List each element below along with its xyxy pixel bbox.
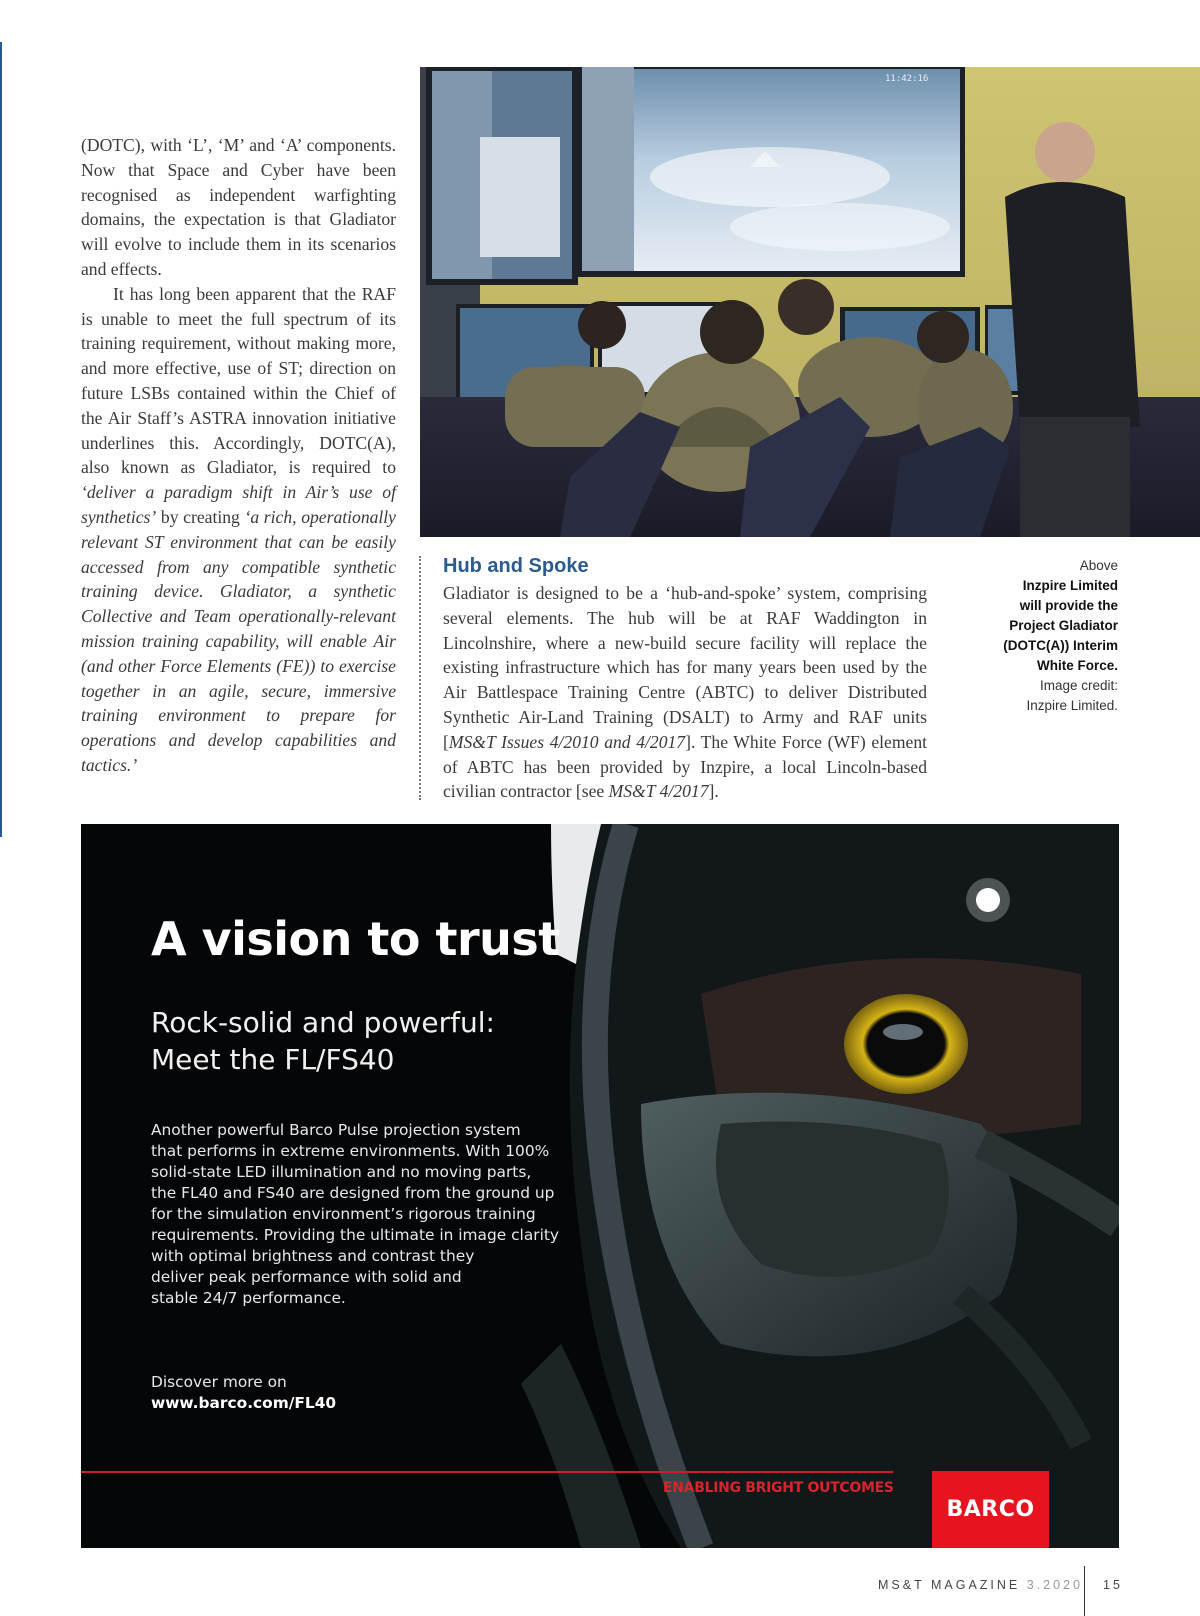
caption-line: Inzpire Limited <box>1022 578 1118 593</box>
ad-body-copy <box>151 1120 581 1309</box>
ad-subheadline <box>151 1004 571 1078</box>
footer-magazine-title: MS&T MAGAZINE <box>878 1578 1021 1592</box>
ad-body-line: deliver peak performance with solid and <box>151 1268 462 1286</box>
ad-headline: A vision to trust <box>151 912 560 966</box>
photo-caption <box>968 556 1118 716</box>
screen-time-readout: 11:42:16 <box>885 74 929 84</box>
left-paragraph-2-text: It has long been apparent that the RAF is unable to meet the full spectrum of its training requirement, without making more, and more effective, use of ST; direction on future LSBs contained within the Chief of the Air Staff’s ASTRA innovation initiative underlines this. Accordingly, DOTC(A), also known as Gladiator, is required to <box>81 283 396 478</box>
footer-divider <box>1084 1566 1085 1616</box>
ad-body-line: that performs in extreme environments. With 100% <box>151 1142 550 1160</box>
training-centre-illustration <box>420 67 1200 537</box>
caption-credit: Image credit: <box>1039 678 1118 693</box>
training-centre-photo <box>420 67 1200 537</box>
ad-body-line: Another powerful Barco Pulse projection system <box>151 1121 521 1139</box>
footer-magazine <box>878 1578 1083 1592</box>
footer-issue: 3.2020 <box>1026 1578 1083 1592</box>
ad-body-line: the FL40 and FS40 are designed from the ground up <box>151 1184 555 1202</box>
caption-credit: Inzpire Limited. <box>1026 698 1118 713</box>
ad-body-line: stable 24/7 performance. <box>151 1289 346 1307</box>
hub-body-part-2: ]. The White Force (WF) element of ABTC has been provided by Inzpire, a local Lincoln-based civilian contractor [see <box>443 731 928 802</box>
ad-body-line: solid-state LED illumination and no moving parts, <box>151 1163 532 1181</box>
left-paragraph-1: (DOTC), with ‘L’, ‘M’ and ‘A’ components. Now that Space and Cyber have been recognised as independent warfighting domains, the expectation is that Gladiator will evolve to include them in its scenarios and effects. <box>81 135 396 279</box>
caption-label: Above <box>1079 558 1118 573</box>
hub-and-spoke-heading: Hub and Spoke <box>443 555 589 577</box>
ad-body-line: with optimal brightness and contrast they <box>151 1247 475 1265</box>
left-paragraph-2-quote-2: ‘a rich, operationally relevant ST environment that can be easily accessed from any compatible synthetic training device. Gladiator, a synthetic Collective and Team operationally-relevant mission training capability, will enable Air (and other Force Elements (FE)) to exercise together in an agile, secure, immersive training environment to prepare for operations and develop capabilities and tactics.’ <box>81 506 396 775</box>
caption-line: will provide the <box>1019 598 1118 613</box>
ad-tagline: ENABLING BRIGHT OUTCOMES <box>663 1480 894 1496</box>
hub-body-part-1: Gladiator is designed to be a ‘hub-and-spoke’ system, comprising several elements. The hub will be at RAF Waddington in Lincolnshire, where a new-build secure facility will replace the existing infrastructure which has for many years been used by the Air Battlespace Training Centre (ABTC) to deliver Distributed Synthetic Air-Land Training (DSALT) to Army and RAF units [ <box>443 583 927 752</box>
barco-advertisement <box>81 824 1119 1548</box>
left-paragraph-2-quote-1: ‘deliver a paradigm shift in Air’s use of synthetics’ <box>81 482 396 527</box>
ad-discover-more <box>151 1372 451 1414</box>
ad-subheadline-line: Meet the FL/FS40 <box>151 1043 395 1076</box>
hub-and-spoke-body <box>443 581 927 804</box>
ad-body-line: requirements. Providing the ultimate in image clarity <box>151 1226 560 1244</box>
barco-logo <box>932 1471 1049 1548</box>
barco-logo-text: BARCO <box>946 1497 1035 1522</box>
ad-body-line: for the simulation environment’s rigorous training <box>151 1205 536 1223</box>
caption-line: (DOTC(A)) Interim <box>1003 638 1118 653</box>
page-edge-bar <box>0 42 2 837</box>
page-number: 15 <box>1103 1578 1123 1592</box>
ad-website-link[interactable]: www.barco.com/FL40 <box>151 1394 337 1412</box>
caption-line: White Force. <box>1036 658 1118 673</box>
ad-discover-text: Discover more on <box>151 1373 287 1391</box>
hub-body-reference-2: MS&T 4/2017 <box>608 781 709 802</box>
caption-line: Project Gladiator <box>1009 618 1118 633</box>
hub-body-reference-1: MS&T Issues 4/2010 and 4/2017 <box>448 731 686 752</box>
hub-body-part-3: ]. <box>708 781 719 802</box>
ad-red-rule <box>81 1471 893 1473</box>
left-paragraph-2-mid: by creating <box>156 506 245 527</box>
left-paragraph-2 <box>81 282 396 778</box>
column-divider <box>419 556 421 800</box>
ad-subheadline-line: Rock-solid and powerful: <box>151 1006 495 1039</box>
left-column-text <box>81 133 396 778</box>
